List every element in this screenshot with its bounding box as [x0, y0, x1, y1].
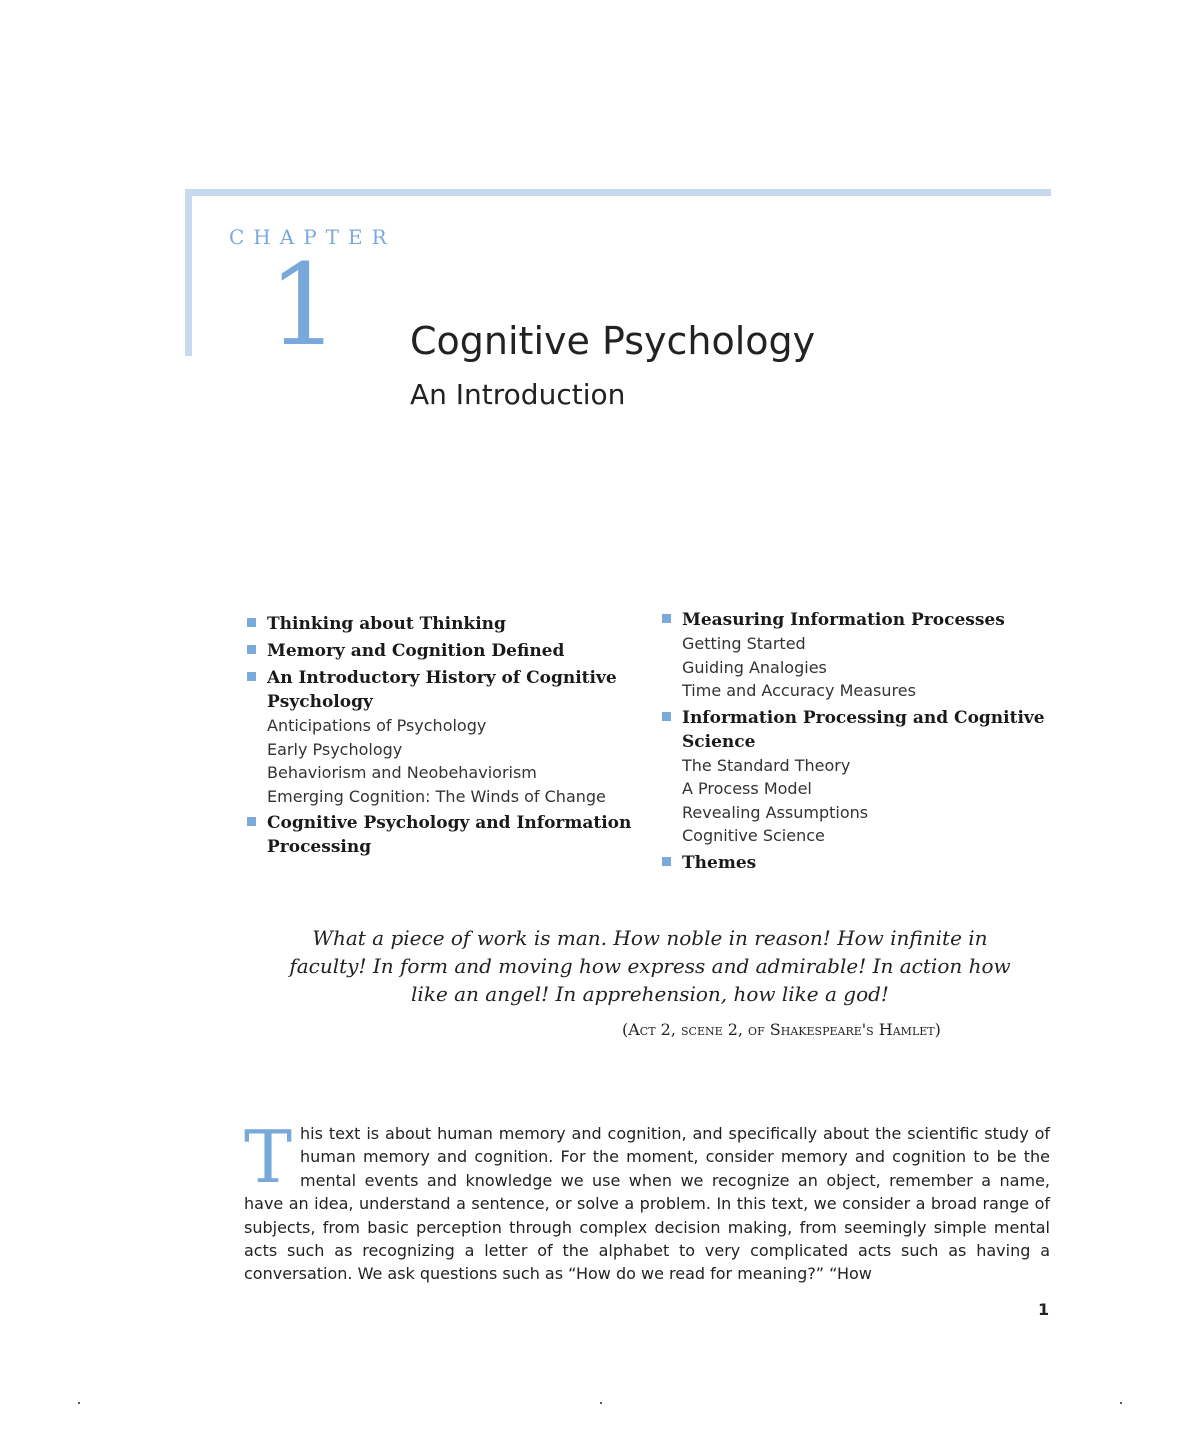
- toc-subitem: Revealing Assumptions: [682, 802, 869, 822]
- toc-subitem: Emerging Cognition: The Winds of Change: [267, 786, 606, 806]
- toc-heading: Measuring Information Processes: [682, 610, 1005, 630]
- epigraph-line: faculty! In form and moving how express and admirable! In action how: [289, 954, 1011, 978]
- chapter-title: Cognitive Psychology: [410, 319, 816, 363]
- toc-section: [245, 666, 640, 808]
- crop-mark: [78, 1402, 80, 1404]
- square-bullet-icon: [247, 618, 256, 627]
- epigraph-line: like an angel! In apprehension, how like a god!: [411, 982, 889, 1006]
- toc-heading: Themes: [682, 852, 757, 873]
- toc-heading: Science: [682, 731, 756, 752]
- square-bullet-icon: [247, 645, 256, 654]
- square-bullet-icon: [247, 817, 256, 826]
- toc-section: [245, 639, 640, 663]
- square-bullet-icon: [662, 614, 671, 623]
- toc-section: [660, 706, 1060, 848]
- drop-cap: T: [244, 1115, 293, 1199]
- toc-heading: Thinking about Thinking: [267, 614, 506, 634]
- chapter-frame-left-rule: [185, 189, 192, 356]
- crop-mark: [600, 1402, 602, 1404]
- toc-heading: Cognitive Psychology and Information: [267, 813, 632, 833]
- page-number: 1: [1038, 1300, 1050, 1319]
- chapter-frame-top-rule: [185, 189, 1051, 196]
- toc-left-column: [245, 612, 640, 862]
- toc-subitem: Cognitive Science: [682, 826, 825, 845]
- square-bullet-icon: [247, 672, 256, 681]
- toc-section: [245, 612, 640, 636]
- chapter-subtitle: An Introduction: [410, 378, 626, 411]
- toc-heading: Memory and Cognition Defined: [267, 641, 565, 661]
- toc-heading: Psychology: [267, 692, 373, 712]
- chapter-label: CHAPTER: [229, 225, 396, 249]
- toc-subitem: The Standard Theory: [682, 755, 851, 775]
- chapter-number: 1: [268, 241, 340, 371]
- toc-heading: Processing: [267, 837, 372, 857]
- toc-heading: Information Processing and Cognitive: [682, 707, 1045, 728]
- epigraph-attribution: (Act 2, scene 2, of Shakespeare's Hamlet): [622, 1020, 941, 1039]
- toc-section: [660, 851, 1060, 875]
- toc-right-column: [660, 608, 1060, 878]
- body-text: his text is about human memory and cognition, and specifically about the scientific study of human memory and cognition. For the moment, consider memory and cognition to be the mental events and knowledge we use when we recognize an object, remember a name, have an idea, understand a sentence, or solve a problem. In this text, we consider a broad range of subjects, from basic perception through complex decision making, from seemingly simple mental acts such as recognizing a letter of the alphabet to very complicated acts such as having a conversation. We ask questions such as “How do we read for meaning?” “How: [244, 1124, 1050, 1284]
- toc-subitem: Guiding Analogies: [682, 657, 827, 677]
- toc-subitem: Getting Started: [682, 634, 806, 653]
- crop-mark: [1120, 1402, 1122, 1404]
- square-bullet-icon: [662, 857, 671, 866]
- square-bullet-icon: [662, 712, 671, 721]
- toc-subitem: A Process Model: [682, 779, 812, 798]
- epigraph: [270, 924, 1030, 1008]
- toc-subitem: Early Psychology: [267, 739, 403, 759]
- epigraph-line: What a piece of work is man. How noble in reason! How infinite in: [312, 926, 988, 950]
- toc-subitem: Time and Accuracy Measures: [682, 681, 916, 700]
- body-paragraph: [244, 1115, 1050, 1286]
- toc-heading: An Introductory History of Cognitive: [267, 668, 617, 688]
- toc-subitem: Anticipations of Psychology: [267, 716, 487, 735]
- toc-section: [660, 608, 1060, 703]
- toc-section: [245, 811, 640, 859]
- toc-subitem: Behaviorism and Neobehaviorism: [267, 763, 537, 782]
